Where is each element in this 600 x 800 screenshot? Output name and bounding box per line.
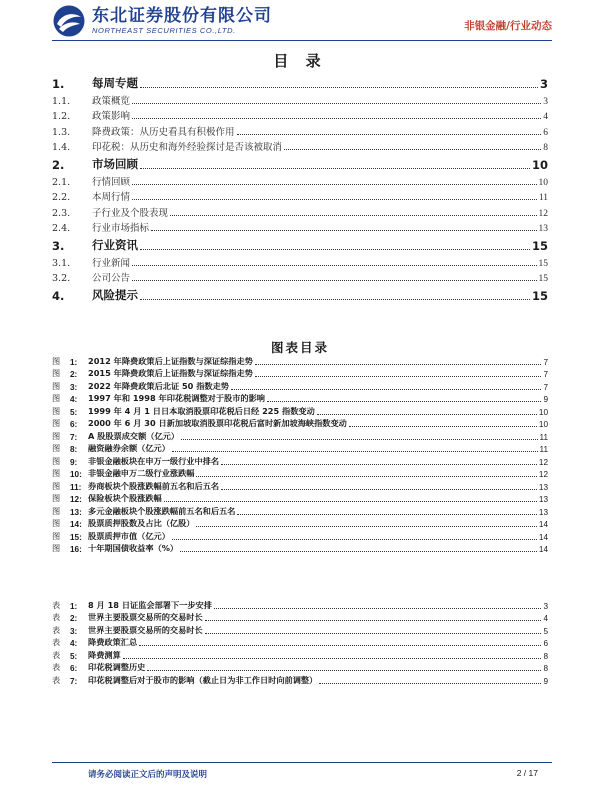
dot-leader — [181, 439, 537, 440]
dot-leader — [319, 683, 541, 684]
figure-entry[interactable] — [52, 479, 548, 492]
dot-leader — [140, 168, 530, 169]
figure-entry[interactable] — [52, 354, 548, 367]
figure-entry[interactable] — [52, 379, 548, 392]
figure-entry[interactable] — [52, 504, 548, 517]
figure-entry-number: 7: — [70, 432, 78, 442]
figure-entry-label: 图 — [52, 493, 61, 503]
toc-entry[interactable] — [52, 219, 548, 235]
figure-entry-title: 非银金融申万二级行业涨跌幅 — [88, 468, 195, 478]
figure-entry-number: 4: — [70, 395, 78, 404]
dot-leader — [132, 280, 536, 281]
figure-entry-title: 非银金融板块在申万一级行业中排名 — [88, 455, 220, 466]
toc-entry-number: 2.1. — [52, 176, 71, 188]
toc-entry-title: 公司公告 — [92, 273, 131, 284]
dot-leader — [349, 426, 537, 427]
toc-entry-page: 10 — [531, 158, 548, 172]
toc-entry-number: 3.1. — [52, 257, 71, 269]
figure-entry-number: 12: — [70, 495, 82, 504]
toc-entry-title: 每周专题 — [92, 76, 138, 90]
table-entry-label: 表 — [52, 637, 61, 647]
toc-entry-page: 15 — [531, 239, 548, 253]
figure-entry-label: 图 — [52, 455, 61, 466]
toc-entry-title: 政策概览 — [92, 95, 131, 107]
toc-entry[interactable] — [52, 107, 548, 123]
dot-leader — [172, 539, 537, 540]
dot-leader — [214, 608, 542, 609]
figure-entry-label: 图 — [52, 543, 61, 553]
toc-entry-page: 8 — [543, 143, 548, 153]
toc-entry-page: 11 — [538, 193, 548, 203]
toc-entry-number: 1.1. — [52, 95, 71, 107]
dot-leader — [205, 620, 542, 621]
figure-entry-number: 11: — [70, 482, 82, 492]
toc-entry-title: 风险提示 — [92, 288, 138, 302]
dot-leader — [180, 551, 537, 552]
table-entry-page: 4 — [543, 614, 548, 623]
table-entry-label: 表 — [52, 599, 61, 610]
figure-entry-number: 6: — [70, 420, 78, 429]
toc-entry[interactable] — [52, 234, 548, 253]
toc-entry[interactable] — [52, 269, 548, 285]
table-entry-page: 9 — [543, 676, 548, 686]
company-logo — [52, 4, 272, 38]
dot-leader — [170, 215, 536, 216]
figure-entry[interactable] — [52, 392, 548, 405]
figure-entry-number: 14: — [70, 520, 82, 529]
dot-leader — [172, 451, 538, 452]
dot-leader — [132, 184, 536, 185]
figure-entry-page: 9 — [543, 395, 548, 404]
table-entry-number: 5: — [70, 651, 78, 661]
figure-entry-label: 图 — [52, 405, 61, 416]
table-entry-page: 6 — [543, 639, 548, 648]
toc-entry-number: 2.4. — [52, 223, 71, 234]
dot-leader — [317, 414, 537, 415]
dot-leader — [123, 658, 542, 659]
toc-entry-page: 10 — [538, 177, 548, 188]
toc-entry-title: 子行业及个股表现 — [92, 207, 169, 219]
figure-entry-page: 12 — [538, 457, 548, 467]
dot-leader — [140, 87, 538, 88]
table-entry-page: 8 — [543, 664, 548, 673]
toc-entry-title: 降费政策：从历史看具有积极作用 — [92, 126, 235, 138]
table-entry-number: 3: — [70, 626, 78, 636]
table-list — [52, 598, 548, 686]
dot-leader — [237, 134, 542, 135]
figure-entry-number: 9: — [70, 457, 78, 467]
toc-entry[interactable] — [52, 72, 548, 91]
figure-entry-label: 图 — [52, 530, 61, 541]
toc-entry-number: 4. — [52, 289, 65, 303]
toc-title: 目 录 — [273, 52, 327, 70]
table-entry[interactable] — [52, 636, 548, 649]
table-entry-title: 印花税调整后对于股市的影响（截止日为非工作日时向前调整） — [88, 674, 318, 685]
figure-entry-title: A 股股票成交额（亿元） — [88, 430, 180, 441]
figure-entry-number: 2: — [70, 370, 78, 379]
figure-entry-title: 融资融券余额（亿元） — [88, 443, 170, 453]
table-entry-label: 表 — [52, 674, 61, 685]
table-entry-number: 2: — [70, 614, 78, 623]
toc-entry[interactable] — [52, 138, 548, 154]
figure-entry-page: 7 — [543, 357, 548, 367]
figures-title: 图表目录 — [270, 340, 329, 355]
figure-entry[interactable] — [52, 442, 548, 455]
table-entry-page: 5 — [543, 626, 548, 636]
toc-entry[interactable] — [52, 172, 548, 188]
dot-leader — [140, 249, 530, 250]
toc-entry-page: 15 — [531, 289, 548, 303]
table-entry-number: 1: — [70, 601, 78, 611]
dot-leader — [132, 118, 541, 119]
toc-entry-page: 6 — [543, 127, 548, 138]
toc-entry-page: 15 — [538, 258, 548, 269]
figure-entry-label: 图 — [52, 518, 61, 528]
dot-leader — [205, 633, 542, 634]
toc-entry-number: 2.3. — [52, 207, 71, 219]
figure-entry-label: 图 — [52, 418, 61, 428]
dot-leader — [151, 230, 536, 231]
company-logo-icon — [52, 4, 86, 38]
table-entry[interactable] — [52, 673, 548, 686]
toc-entry-title: 行业新闻 — [92, 257, 131, 269]
dot-leader — [139, 645, 541, 646]
figure-entry[interactable] — [52, 454, 548, 467]
figure-list — [52, 354, 548, 554]
figure-entry[interactable] — [52, 429, 548, 442]
dot-leader — [267, 401, 541, 402]
dot-leader — [255, 364, 542, 365]
figure-entry[interactable] — [52, 529, 548, 542]
figure-entry[interactable] — [52, 417, 548, 430]
figure-entry[interactable] — [52, 517, 548, 530]
toc-entry[interactable] — [52, 91, 548, 107]
toc-entry-page: 3 — [539, 77, 548, 91]
dot-leader — [231, 389, 541, 390]
table-entry-title: 8 月 18 日证监会部署下一步安排 — [88, 599, 212, 610]
figure-entry[interactable] — [52, 542, 548, 555]
dot-leader — [132, 103, 541, 104]
page-header — [0, 0, 600, 46]
table-entry[interactable] — [52, 611, 548, 624]
brand-name-cn: 东北证券股份有限公司 — [92, 5, 272, 26]
toc-entry[interactable] — [52, 284, 548, 303]
dot-leader — [221, 489, 537, 490]
figure-entry-title: 2022 年降费政策后北证 50 指数走势 — [88, 380, 229, 391]
toc-entry-number: 1.4. — [52, 142, 71, 153]
toc-entry-number: 2. — [52, 158, 65, 172]
figure-entry-title: 股票质押市值（亿元） — [88, 530, 170, 541]
table-entry[interactable] — [52, 648, 548, 661]
toc-entry[interactable] — [52, 188, 548, 204]
toc-entry-title: 行业市场指标 — [92, 223, 150, 234]
figure-entry-title: 股票质押股数及占比（亿股） — [88, 518, 195, 528]
dot-leader — [140, 299, 530, 300]
toc-entry-title: 本周行情 — [92, 192, 131, 203]
report-category: 非银金融/行业动态 — [464, 20, 552, 32]
figure-entry-number: 15: — [70, 532, 82, 542]
figure-entry-page: 13 — [538, 482, 548, 492]
figure-entry[interactable] — [52, 467, 548, 480]
dot-leader — [164, 501, 537, 502]
dot-leader — [196, 476, 536, 477]
figure-entry-label: 图 — [52, 393, 61, 403]
dot-leader — [196, 526, 536, 527]
figure-entry-title: 1999 年 4 月 1 日日本取消股票印花税后日经 225 指数变动 — [88, 405, 315, 416]
toc-entry-number: 1.3. — [52, 126, 71, 138]
table-entry-label: 表 — [52, 624, 61, 635]
figure-entry-number: 1: — [70, 357, 78, 367]
table-entry-label: 表 — [52, 662, 61, 672]
figure-entry-page: 10 — [538, 420, 548, 429]
toc-entry-number: 3. — [52, 239, 65, 253]
toc-entry-title: 印花税：从历史和海外经验探讨是否该被取消 — [92, 142, 283, 153]
figure-entry-page: 10 — [538, 407, 548, 417]
dot-leader — [132, 265, 536, 266]
figure-entry-label: 图 — [52, 430, 61, 441]
header-divider — [52, 40, 552, 41]
toc-entry-title: 市场回顾 — [92, 157, 138, 171]
toc-entry[interactable] — [52, 253, 548, 269]
footer-divider — [52, 762, 552, 763]
figure-entry-number: 10: — [70, 470, 82, 479]
table-of-contents — [52, 72, 548, 303]
table-entry-title: 印花税调整历史 — [88, 662, 146, 672]
dot-leader — [237, 514, 537, 515]
toc-entry-page: 12 — [538, 208, 548, 219]
figure-entry-page: 11 — [539, 432, 548, 442]
figure-entry[interactable] — [52, 492, 548, 505]
toc-entry-title: 行情回顾 — [92, 176, 131, 188]
dot-leader — [132, 199, 537, 200]
figure-entry-label: 图 — [52, 505, 61, 516]
table-entry-title: 世界主要股票交易所的交易时长 — [88, 624, 203, 635]
toc-entry-number: 1.2. — [52, 111, 71, 122]
figure-entry-number: 3: — [70, 382, 78, 392]
figure-entry-label: 图 — [52, 380, 61, 391]
figure-entry-page: 12 — [538, 470, 548, 479]
toc-entry[interactable] — [52, 153, 548, 172]
figure-entry-title: 多元金融板块个股涨跌幅前五名和后五名 — [88, 505, 236, 516]
toc-entry-number: 1. — [52, 77, 65, 91]
toc-entry-title: 行业资讯 — [92, 238, 138, 252]
figure-entry-title: 2015 年降费政策后上证指数与深证综指走势 — [88, 368, 253, 378]
figure-entry-label: 图 — [52, 368, 61, 378]
toc-entry[interactable] — [52, 203, 548, 219]
figure-entry-page: 13 — [538, 507, 548, 517]
figure-entry-number: 13: — [70, 507, 82, 517]
table-entry-number: 6: — [70, 664, 78, 673]
figure-entry[interactable] — [52, 404, 548, 417]
table-entry[interactable] — [52, 623, 548, 636]
page-number: 2 / 17 — [516, 768, 538, 778]
table-entry-label: 表 — [52, 649, 61, 660]
table-entry-number: 7: — [70, 676, 78, 686]
figure-entry-page: 7 — [543, 382, 548, 392]
figure-entry-page: 13 — [538, 495, 548, 504]
figure-entry-title: 1997 年和 1998 年印花税调整对于股市的影响 — [88, 393, 265, 403]
figure-entry-page: 11 — [539, 445, 548, 454]
table-entry-page: 8 — [543, 651, 548, 661]
figure-entry-label: 图 — [52, 468, 61, 478]
figure-entry-title: 2012 年降费政策后上证指数与深证综指走势 — [88, 355, 253, 366]
table-entry-title: 世界主要股票交易所的交易时长 — [88, 612, 203, 622]
table-entry-number: 4: — [70, 639, 78, 648]
footer-disclaimer: 请务必阅读正文后的声明及说明 — [88, 770, 208, 780]
table-entry-label: 表 — [52, 612, 61, 622]
figure-entry-label: 图 — [52, 443, 61, 453]
dot-leader — [221, 464, 537, 465]
figure-entry-title: 保险板块个股涨跌幅 — [88, 493, 162, 503]
figure-entry-number: 16: — [70, 545, 82, 554]
toc-entry[interactable] — [52, 122, 548, 138]
toc-entry-page: 13 — [538, 224, 548, 234]
figure-entry-label: 图 — [52, 355, 61, 366]
figure-entry-number: 8: — [70, 445, 78, 454]
figure-entry[interactable] — [52, 367, 548, 380]
toc-entry-number: 3.2. — [52, 273, 71, 284]
table-entry-page: 3 — [543, 601, 548, 611]
dot-leader — [255, 376, 542, 377]
table-entry[interactable] — [52, 661, 548, 674]
dot-leader — [284, 149, 541, 150]
figure-entry-title: 十年期国债收益率（%） — [88, 543, 179, 553]
toc-entry-page: 4 — [543, 112, 548, 122]
table-entry-title: 降费测算 — [88, 649, 121, 660]
figure-entry-page: 14 — [538, 532, 548, 542]
table-entry[interactable] — [52, 598, 548, 611]
toc-entry-title: 政策影响 — [92, 111, 131, 122]
figure-entry-page: 14 — [538, 545, 548, 554]
toc-entry-page: 3 — [543, 96, 548, 107]
figure-entry-page: 14 — [538, 520, 548, 529]
figure-entry-title: 券商板块个股涨跌幅前五名和后五名 — [88, 480, 220, 491]
table-entry-title: 降费政策汇总 — [88, 637, 138, 647]
figure-entry-number: 5: — [70, 407, 78, 417]
toc-entry-page: 15 — [538, 274, 548, 284]
brand-name-en: NORTHEAST SECURITIES CO.,LTD. — [92, 25, 236, 35]
figure-entry-title: 2000 年 6 月 30 日新加坡取消股票印花税后富时新加坡海峡指数变动 — [88, 418, 347, 428]
toc-entry-number: 2.2. — [52, 192, 71, 203]
figure-entry-page: 7 — [543, 370, 548, 379]
figure-entry-label: 图 — [52, 480, 61, 491]
dot-leader — [147, 670, 541, 671]
